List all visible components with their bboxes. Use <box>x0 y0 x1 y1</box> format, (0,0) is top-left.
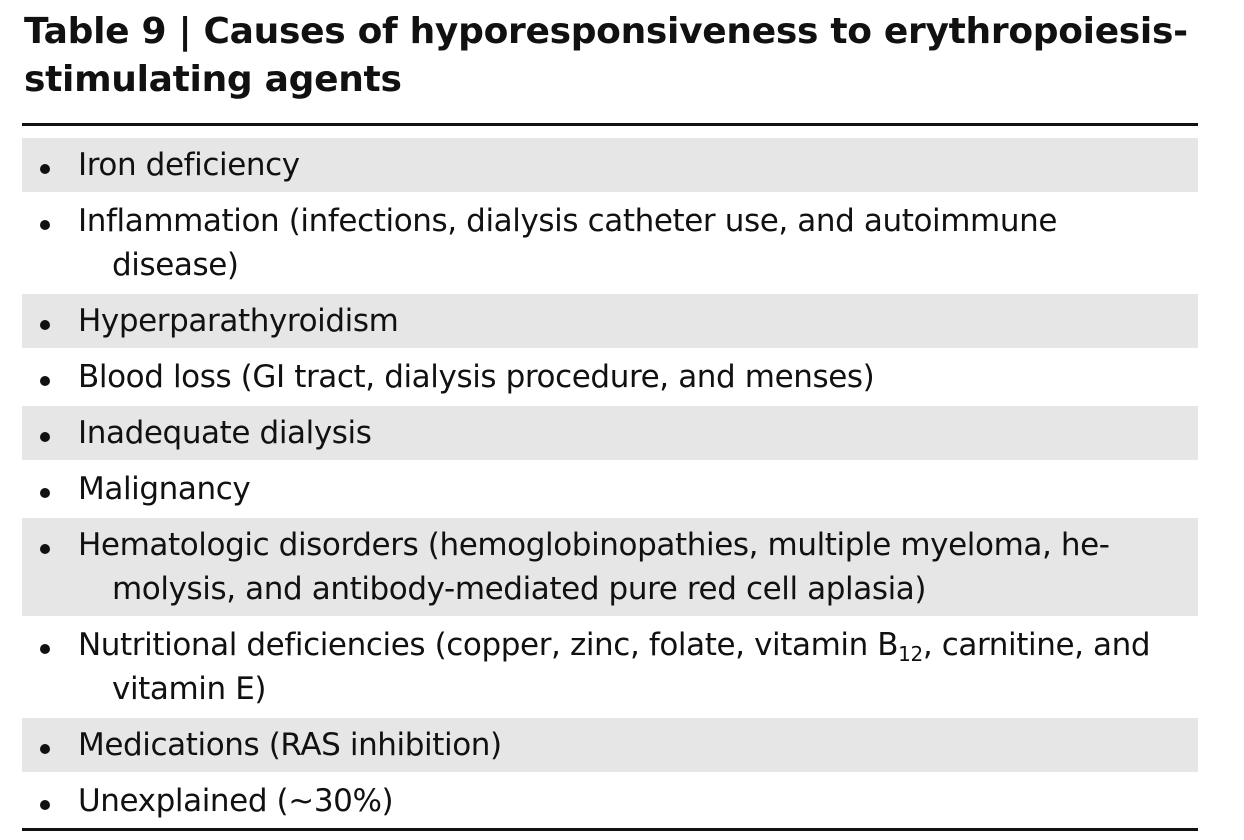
list-item-text: Malignancy <box>78 471 251 507</box>
list-item-line-1 <box>78 627 1151 666</box>
bullet-icon <box>40 376 50 386</box>
list-item <box>22 294 1198 348</box>
list-item-line-1: Inflammation (infections, dialysis catheter use, and autoimmune <box>78 203 1058 239</box>
list-item-text <box>78 623 1186 711</box>
causes-list <box>22 138 1198 830</box>
list-item-line-1: Hematologic disorders (hemoglobinopathies, multiple myeloma, he- <box>78 527 1110 563</box>
table-title-line-1: Table 9 | Causes of hyporesponsiveness to erythropoiesis- <box>24 11 1188 52</box>
bullet-icon <box>40 488 50 498</box>
subscript: 12 <box>898 642 923 666</box>
list-item-text <box>78 199 1186 287</box>
list-item <box>22 194 1198 292</box>
list-item <box>22 518 1198 616</box>
bullet-icon <box>40 320 50 330</box>
table-bottom-rule <box>22 828 1198 831</box>
list-item-text: Unexplained (∼30%) <box>78 783 394 819</box>
list-item-line-2: disease) <box>112 247 239 283</box>
bullet-icon <box>40 744 50 754</box>
bullet-icon <box>40 220 50 230</box>
list-item-text: Medications (RAS inhibition) <box>78 727 502 763</box>
list-item-text: Blood loss (GI tract, dialysis procedure, and menses) <box>78 359 875 395</box>
list-item-text <box>78 523 1186 611</box>
bullet-icon <box>40 544 50 554</box>
list-item-line-2: vitamin E) <box>112 671 267 707</box>
table-title-line-2: stimulating agents <box>24 59 402 100</box>
list-item <box>22 718 1198 772</box>
table-top-rule <box>22 123 1198 126</box>
list-item-line-1-post: , carnitine, and <box>922 627 1151 663</box>
list-item <box>22 462 1198 516</box>
list-item <box>22 350 1198 404</box>
table-title <box>24 8 1204 104</box>
bullet-icon <box>40 800 50 810</box>
list-item-line-2: molysis, and antibody-mediated pure red cell aplasia) <box>112 571 927 607</box>
list-item <box>22 774 1198 828</box>
bullet-icon <box>40 644 50 654</box>
list-item-line-1-pre: Nutritional deficiencies (copper, zinc, folate, vitamin B <box>78 627 899 663</box>
list-item-text: Iron deficiency <box>78 147 300 183</box>
list-item-text: Hyperparathyroidism <box>78 303 399 339</box>
list-item-text: Inadequate dialysis <box>78 415 372 451</box>
list-item <box>22 406 1198 460</box>
list-item <box>22 618 1198 716</box>
bullet-icon <box>40 164 50 174</box>
list-item <box>22 138 1198 192</box>
bullet-icon <box>40 432 50 442</box>
